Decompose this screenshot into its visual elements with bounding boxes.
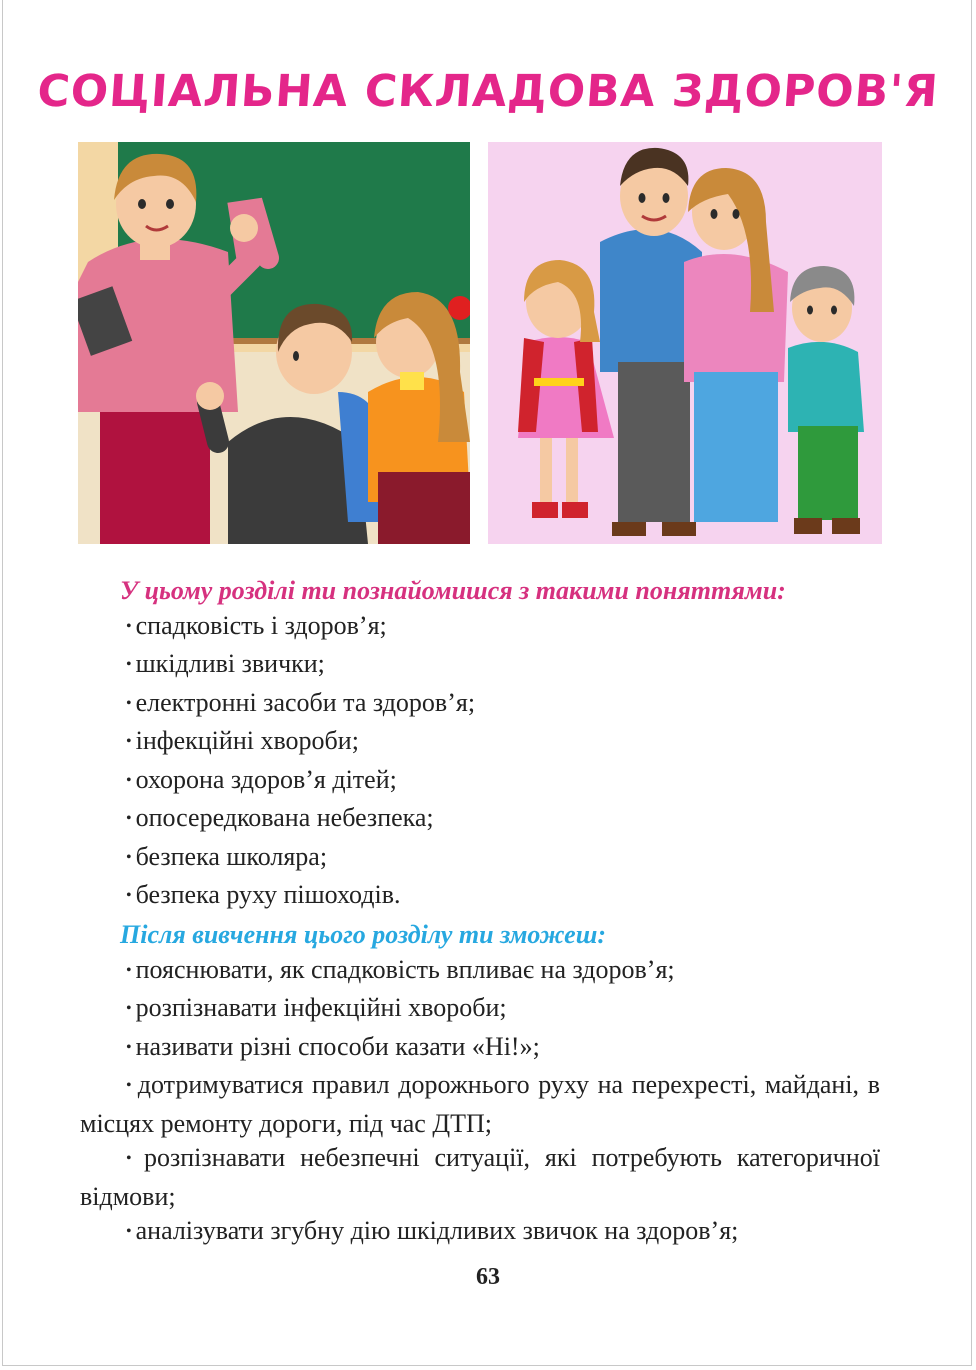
family-illustration	[488, 142, 882, 544]
list-item: • охорона здоров’я дітей;	[80, 763, 880, 802]
list-item: • електронні засоби та здоров’я;	[80, 686, 880, 725]
outcomes-list	[80, 953, 880, 1253]
list-item: • спадковість і здоров’я;	[80, 609, 880, 648]
list-item: • опосередкована небезпека;	[80, 801, 880, 840]
page-title: СОЦІАЛЬНА СКЛАДОВА ЗДОРОВ'Я	[35, 66, 941, 117]
page-number: 63	[476, 1264, 500, 1290]
teacher-with-pupils-illustration	[78, 142, 470, 544]
concepts-section	[80, 574, 880, 917]
list-item: • інфекційні хвороби;	[80, 724, 880, 763]
list-item: • пояснювати, як спадковість впливає на здоров’я;	[80, 953, 880, 992]
list-item: • безпека руху пішоходів.	[80, 878, 880, 917]
list-item: • розпізнавати інфекційні хвороби;	[80, 991, 880, 1030]
list-item: • безпека школяра;	[80, 840, 880, 879]
outcomes-heading: Після вивчення цього розділу ти зможеш:	[120, 920, 607, 949]
list-item: • називати різні способи казати «Ні!»;	[80, 1030, 880, 1069]
outcomes-section	[80, 918, 880, 1253]
concepts-heading: У цьому розділі ти познайомишся з такими поняттями:	[120, 576, 786, 605]
concepts-list	[80, 609, 880, 917]
list-item: • аналізувати згубну дію шкідливих звичок на здоров’я;	[80, 1214, 880, 1253]
list-item: • шкідливі звички;	[80, 647, 880, 686]
list-item: • дотримуватися правил дорожнього руху на перехресті, майдані, в місцях ремонту дороги, під час ДТП;	[80, 1068, 880, 1141]
list-item: • розпізнавати небезпечні ситуації, які потребують категоричної відмови;	[80, 1141, 880, 1214]
